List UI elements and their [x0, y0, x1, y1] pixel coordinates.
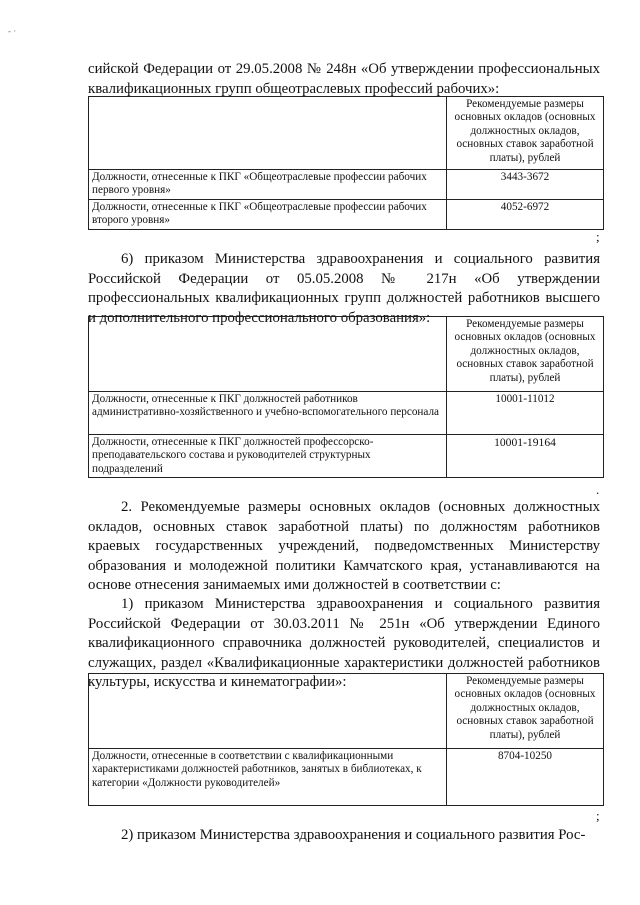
table-cell-value: 3443-3672: [447, 170, 604, 200]
table-row: [89, 392, 604, 435]
table-cell-name: Должности, отнесенные к ПКГ должностей профессорско-преподавательского состава и руководителей структурных подразделений: [89, 435, 447, 478]
paragraph-top: сийской Федерации от 29.05.2008 № 248н «Об утверждении профессиональных квалификационных групп общеотраслевых профессий рабочих»:: [88, 61, 600, 97]
table-header-cell: Рекомендуемые размеры основных окладов (основных должностных окладов, основных ставок заработной платы), рублей: [447, 97, 604, 170]
table-row: [89, 749, 604, 806]
table-header-cell: Рекомендуемые размеры основных окладов (основных должностных окладов, основных ставок заработной платы), рублей: [447, 674, 604, 749]
table-row: [89, 170, 604, 200]
table-cell-value: 4052-6972: [447, 199, 604, 229]
table-cell-value: 10001-11012: [447, 392, 604, 435]
table-header-row: [89, 97, 604, 170]
table-end-semicolon: ;: [596, 808, 600, 823]
table-header-row: [89, 317, 604, 392]
table-cell-value: 10001-19164: [447, 435, 604, 478]
table-cell-name: Должности, отнесенные к ПКГ «Общеотраслевые профессии рабочих первого уровня»: [89, 170, 447, 200]
table-header-cell: Рекомендуемые размеры основных окладов (основных должностных окладов, основных ставок заработной платы), рублей: [447, 317, 604, 392]
salary-table-2: [88, 316, 604, 478]
table-cell-name: Должности, отнесенные в соответствии с квалификационными характеристиками должностей работников, занятых в библиотеках, к категории «Должности руководителей»: [89, 749, 447, 806]
salary-table-1: [88, 96, 604, 230]
table-end-period: .: [596, 482, 600, 497]
paragraph-2-1: 1) приказом Министерства здравоохранения и социального развития Российской Федерации от 30.03.2011 № 251н «Об утверждении Единого квалификационного справочника должностей руководителей, специалистов и служащих, раздел «Квалификационные характеристики должностей работников культуры, искусства и кинематографии»:: [88, 596, 600, 691]
paragraph-6: 6) приказом Министерства здравоохранения и социального развития Российской Федерации от 05.05.2008 № 217н «Об утверждении профессиональных квалификационных групп должностей работников высшего и дополнительного профессионального образования»:: [88, 251, 600, 326]
table-row: [89, 199, 604, 229]
paragraph-2-2: 2) приказом Министерства здравоохранения и социального развития Рос-: [121, 827, 586, 843]
table-cell-name: Должности, отнесенные к ПКГ «Общеотраслевые профессии рабочих второго уровня»: [89, 199, 447, 229]
paragraph-2: 2. Рекомендуемые размеры основных окладов (основных должностных окладов, основных ставок заработной платы) по должностям работников краевых государственных учреждений, подведомственных Министерству образования и молодежной политики Камчатского края, устанавливаются на основе отнесения занимаемых ими должностей в соответствии с:: [88, 499, 600, 594]
table-cell-value: 8704-10250: [447, 749, 604, 806]
scan-corner-mark: - ·: [8, 26, 17, 36]
table-end-semicolon: ;: [596, 229, 600, 244]
salary-table-3: [88, 673, 604, 806]
table-header-row: [89, 674, 604, 749]
table-row: [89, 435, 604, 478]
table-cell-name: Должности, отнесенные к ПКГ должностей работников административно-хозяйственного и учебно-вспомогательного персонала: [89, 392, 447, 435]
